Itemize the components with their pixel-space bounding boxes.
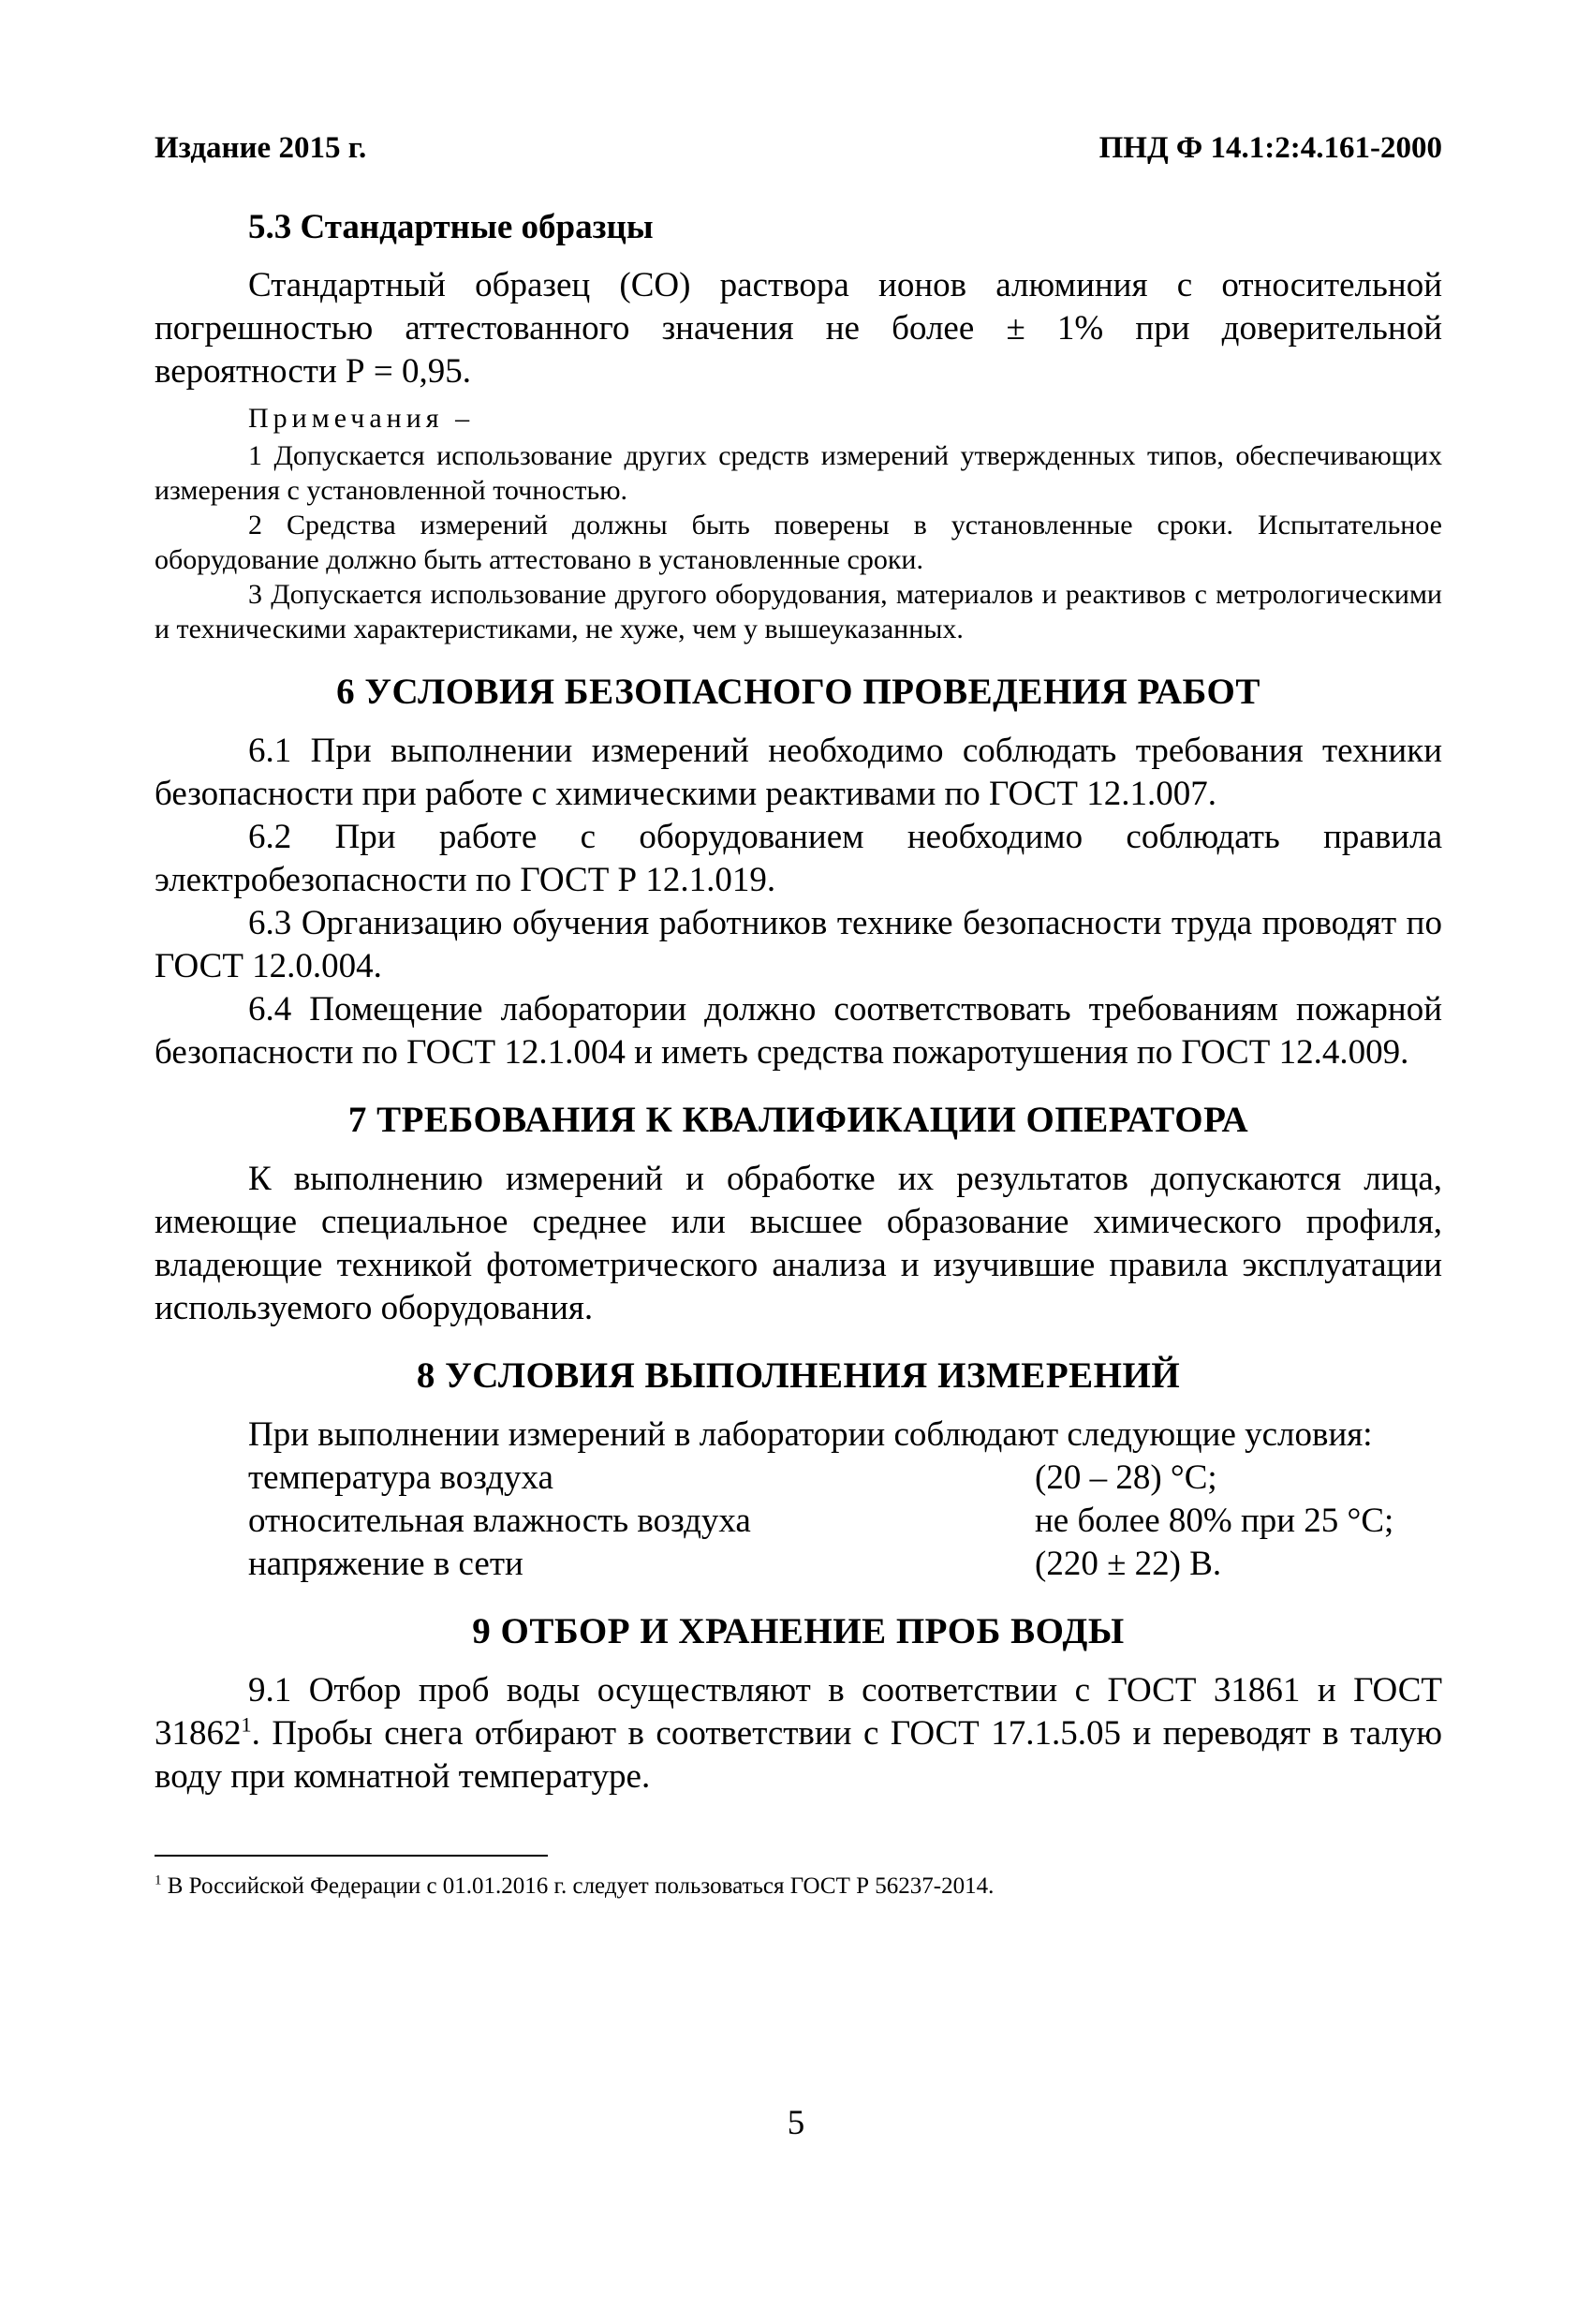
- section-5-3-text: Стандартный образец (СО) раствора ионов алюминия с относительной погрешностью аттестованного значения не более ± 1% при доверительной вероятности Р = 0,95.: [155, 266, 1442, 391]
- footnote-divider: [155, 1855, 548, 1857]
- para-6-4: 6.4 Помещение лаборатории должно соответствовать требованиям пожарной безопасности по ГОСТ 12.1.004 и иметь средства пожаротушения по ГОСТ 12.4.009.: [155, 990, 1442, 1072]
- page-number: 5: [787, 2104, 805, 2142]
- page-header: [155, 131, 1442, 166]
- section-5-3-title: 5.3 Стандартные образцы: [248, 208, 654, 246]
- para-6-1: 6.1 При выполнении измерений необходимо соблюдать требования техники безопасности при работе с химическими реактивами по ГОСТ 12.1.007.: [155, 732, 1442, 813]
- para-6-3: 6.3 Организацию обучения работников технике безопасности труда проводят по ГОСТ 12.0.004.: [155, 904, 1442, 985]
- note-1: 1 Допускается использование других средств измерений утвержденных типов, обеспечивающих измерения с установленной точностью.: [155, 440, 1442, 506]
- condition-value: не более 80% при 25 °С;: [1035, 1502, 1394, 1540]
- condition-row: [155, 1457, 1442, 1500]
- section-7-text: К выполнению измерений и обработке их результатов допускаются лица, имеющие специальное среднее или высшее образование химического профиля, владеющие техникой фотометрического анализа и изучившие правила эксплуатации используемого оборудования.: [155, 1160, 1442, 1327]
- para-9-1: [155, 1669, 1442, 1799]
- condition-value: (20 – 28) °С;: [1035, 1458, 1217, 1497]
- para-9-1-start: 9.1 Отбор проб воды осуществляют в соответствии с ГОСТ 31861 и ГОСТ 31862: [155, 1671, 1442, 1753]
- section-6-title: 6 УСЛОВИЯ БЕЗОПАСНОГО ПРОВЕДЕНИЯ РАБОТ: [336, 672, 1260, 712]
- section-8-title: 8 УСЛОВИЯ ВЫПОЛНЕНИЯ ИЗМЕРЕНИЙ: [416, 1355, 1181, 1396]
- section-8-text: При выполнении измерений в лаборатории соблюдают следующие условия:: [248, 1415, 1373, 1454]
- para-9-1-end: . Пробы снега отбирают в соответствии с ГОСТ 17.1.5.05 и переводят в талую воду при комнатной температуре.: [155, 1714, 1442, 1796]
- edition-label: Издание 2015 г.: [155, 131, 367, 165]
- note-2: 2 Средства измерений должны быть поверены в установленные сроки. Испытательное оборудование должно быть аттестовано в установленные сроки.: [155, 510, 1442, 575]
- condition-value: (220 ± 22) В.: [1035, 1545, 1222, 1583]
- note-3: 3 Допускается использование другого оборудования, материалов и реактивов с метрологическими и техническими характеристиками, не хуже, чем у вышеуказанных.: [155, 579, 1442, 644]
- document-page: [155, 131, 1442, 1900]
- condition-label: относительная влажность воздуха: [248, 1502, 751, 1540]
- condition-row: [155, 1543, 1442, 1586]
- footnote-ref[interactable]: 1: [241, 1712, 252, 1737]
- footnote: [155, 1873, 1442, 1900]
- document-code: ПНД Ф 14.1:2:4.161-2000: [1098, 131, 1442, 165]
- condition-label: напряжение в сети: [248, 1545, 523, 1583]
- notes-title: Примечания –: [248, 403, 475, 434]
- section-7-title: 7 ТРЕБОВАНИЯ К КВАЛИФИКАЦИИ ОПЕРАТОРА: [347, 1100, 1249, 1140]
- section-9-title: 9 ОТБОР И ХРАНЕНИЕ ПРОБ ВОДЫ: [472, 1611, 1125, 1651]
- footnote-text: В Российской Федерации с 01.01.2016 г. следует пользоваться ГОСТ Р 56237-2014.: [161, 1873, 995, 1899]
- condition-row: [155, 1500, 1442, 1543]
- footnote-mark: 1: [155, 1873, 162, 1888]
- condition-label: температура воздуха: [248, 1458, 553, 1497]
- para-6-2: 6.2 При работе с оборудованием необходимо соблюдать правила электробезопасности по ГОСТ Р 12.1.019.: [155, 818, 1442, 899]
